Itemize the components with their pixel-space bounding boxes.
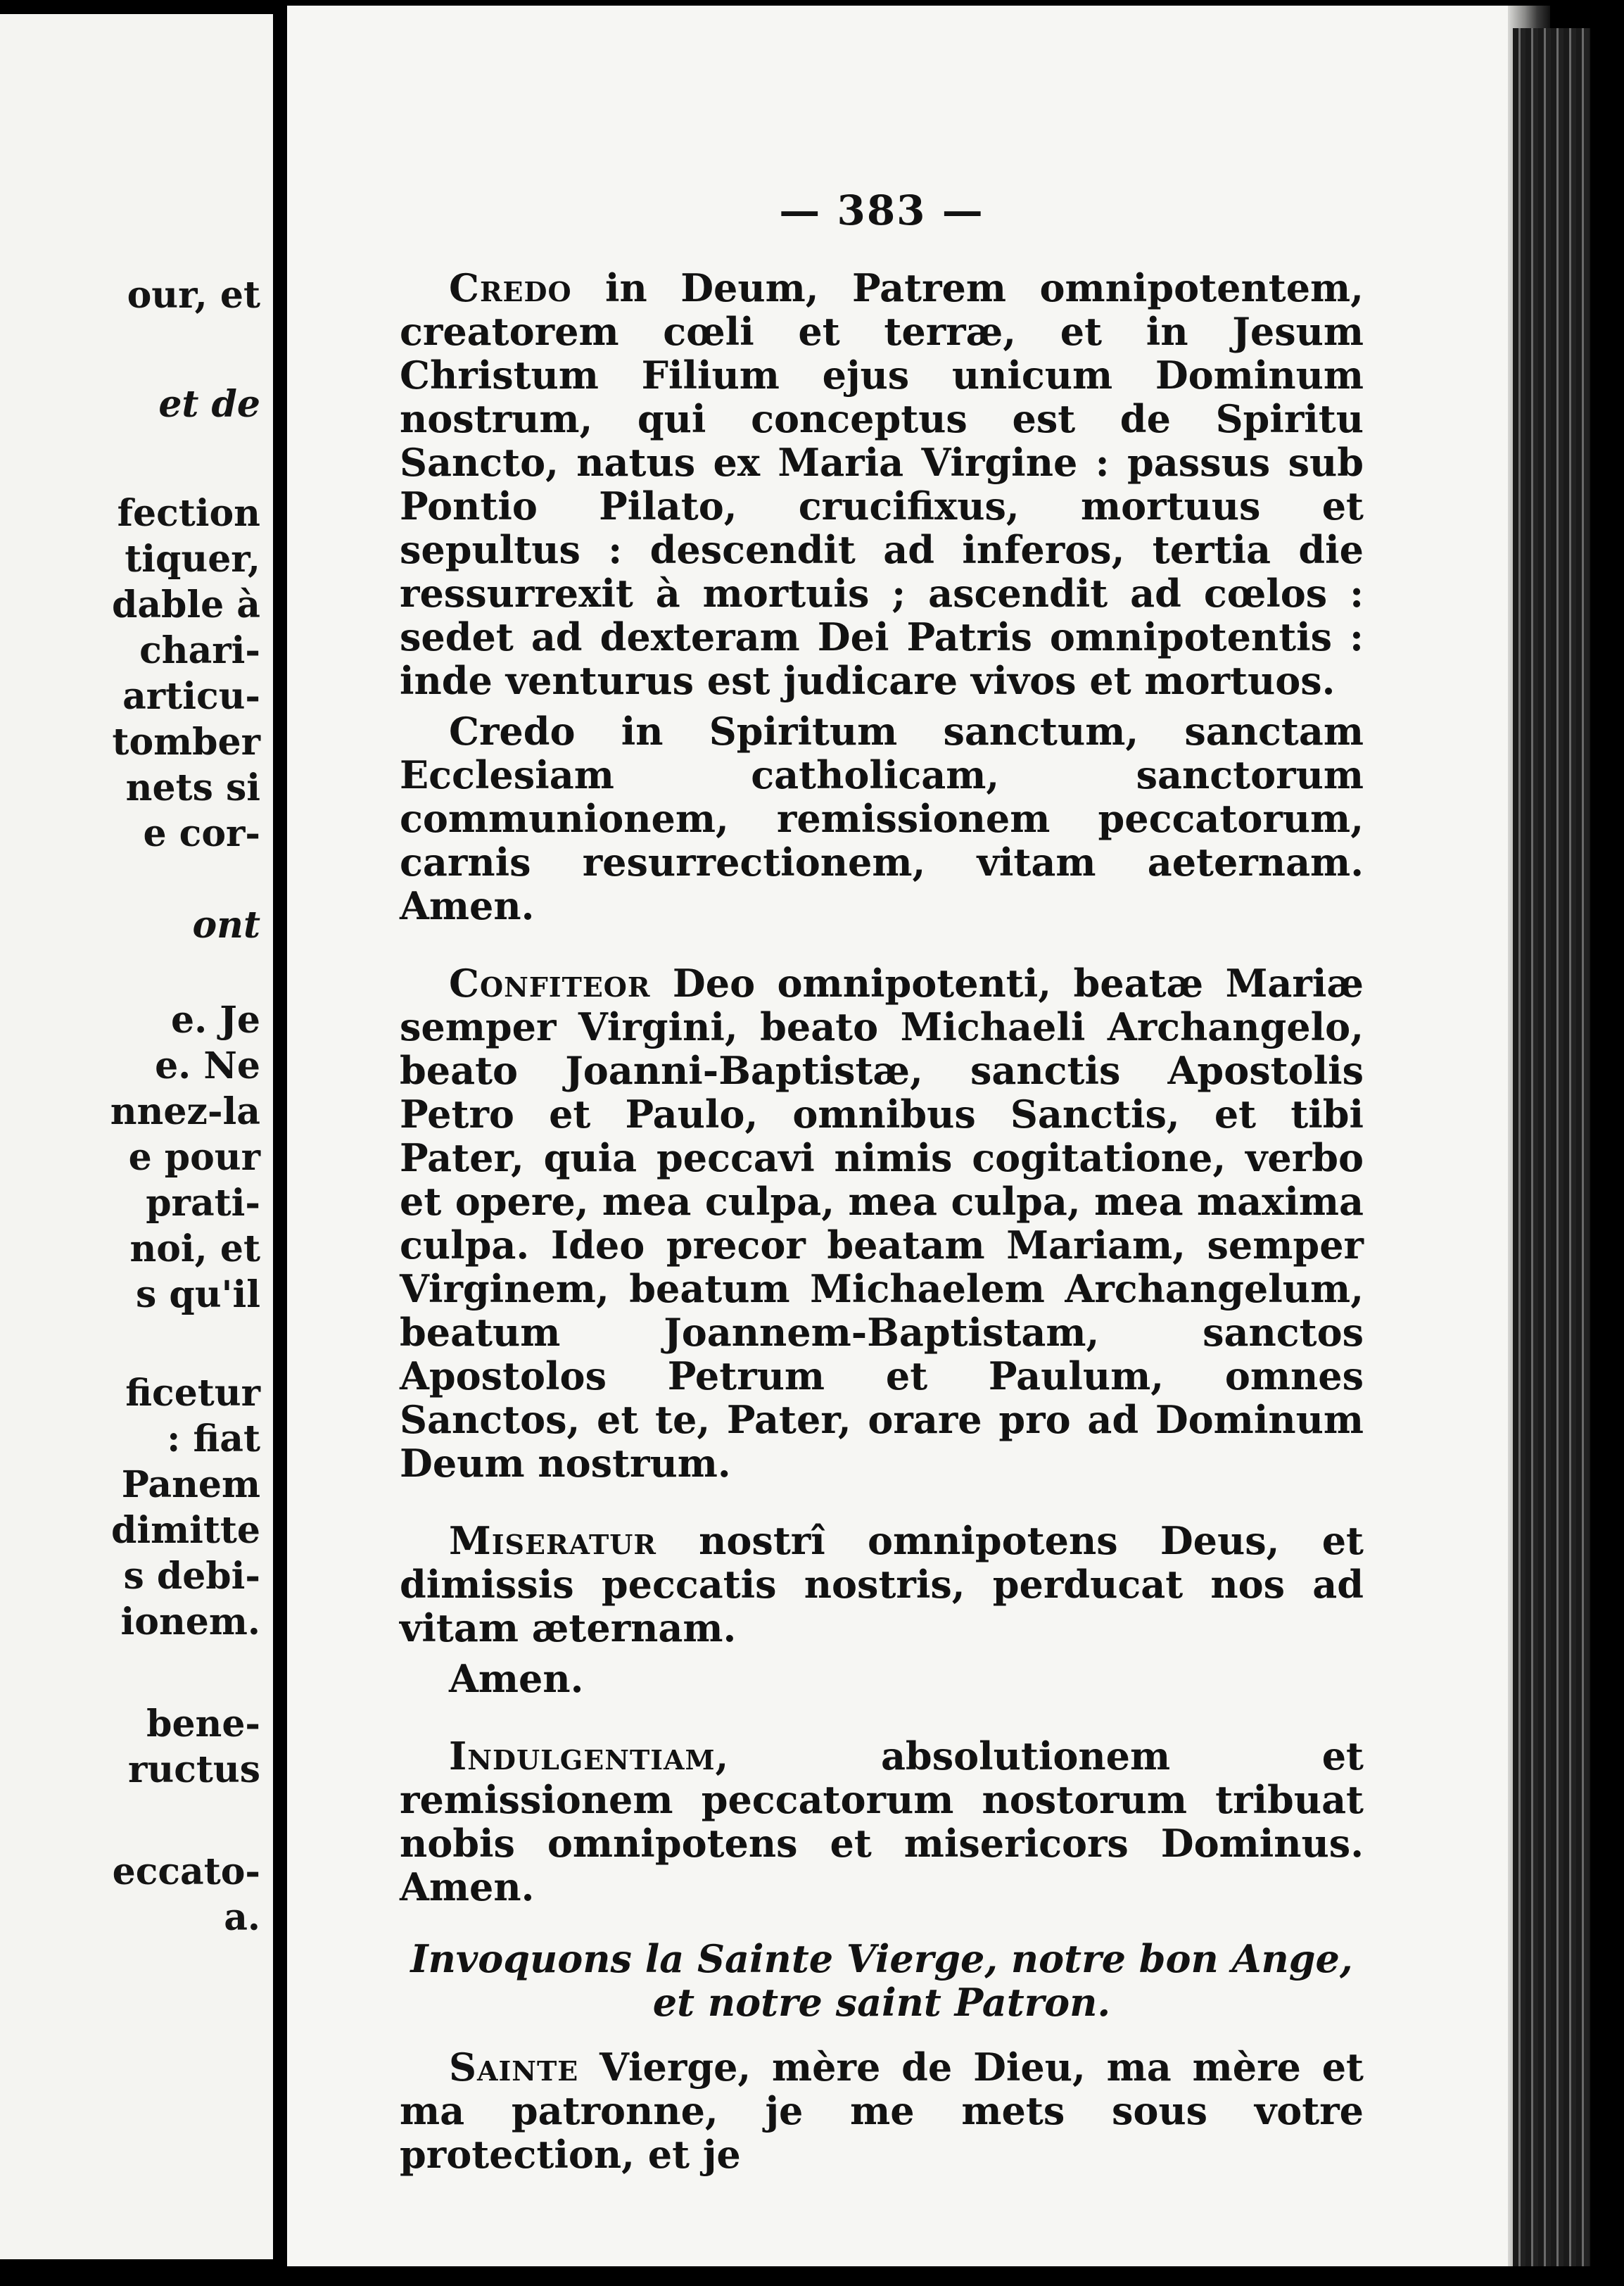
invocation-heading: Invoquons la Sainte Vierge, notre bon Ange, et notre saint Patron. xyxy=(410,1936,1353,2025)
left-page-line: : fiat xyxy=(167,1417,260,1460)
left-page-line: tomber xyxy=(112,721,260,764)
left-page-line: articu- xyxy=(122,675,260,718)
confiteor-lead: Confiteor xyxy=(449,961,651,1006)
left-page-line: e pour xyxy=(128,1136,260,1179)
left-page-line: ructus xyxy=(128,1748,260,1791)
indulgentiam-body: absolutionem et remissionem peccatorum nostorum tribuat nobis omnipotens et misericors Dominus. Amen. xyxy=(400,1734,1364,1909)
left-page-line: Panem xyxy=(121,1463,260,1506)
left-page-line: e. Ne xyxy=(155,1044,260,1087)
left-page-line: chari- xyxy=(139,629,260,672)
confiteor-paragraph xyxy=(400,961,1364,1485)
left-page-line: our, et xyxy=(127,274,260,317)
left-page-line: et de xyxy=(158,383,260,426)
left-page-line: e cor- xyxy=(143,812,260,855)
page-text-block xyxy=(400,189,1364,2176)
credo-lead: Credo xyxy=(449,265,572,310)
indulgentiam-lead: Indulgentiam, xyxy=(449,1734,730,1779)
left-page-line: ficetur xyxy=(125,1372,260,1415)
left-page-line: nets si xyxy=(125,766,260,809)
left-page-line: ont xyxy=(192,904,260,947)
credo-paragraph xyxy=(400,266,1364,702)
book-page-edges xyxy=(1513,28,1590,2266)
misereatur-body: nostrî omnipotens Deus, et dimissis peccatis nostris, perducat nos ad vitam æternam. xyxy=(400,1518,1364,1650)
sainte-body: Vierge, mère de Dieu, ma mère et ma patronne, je me mets sous votre protection, et je xyxy=(400,2045,1364,2177)
left-page-line: e. Je xyxy=(171,999,260,1042)
left-page-line: prati- xyxy=(146,1182,260,1225)
indulgentiam-paragraph xyxy=(400,1734,1364,1909)
misereatur-amen: Amen. xyxy=(449,1656,584,1701)
left-page-line: s debi- xyxy=(123,1555,260,1598)
misereatur-lead: Miseratur xyxy=(449,1518,656,1563)
sainte-lead: Sainte xyxy=(449,2045,579,2090)
credo-body: in Deum, Patrem omnipotentem, creatorem cœli et terræ, et in Jesum Christum Filium ejus unicum Dominum nostrum, qui conceptus est de Spiritu Sancto, natus ex Maria Virgine : passus sub Pontio Pilato, crucifixus, mortuus et sepultus : descendit ad inferos, tertia die ressurrexit à mortuis ; ascendit ad cœlos : sedet ad dexteram Dei Patris omnipotentis : inde venturus est judicare vivos et mortuos. xyxy=(400,265,1364,703)
sainte-vierge-paragraph xyxy=(400,2045,1364,2176)
left-page-line: fection xyxy=(117,492,260,535)
left-facing-page xyxy=(0,14,273,2259)
left-page-line: nnez-la xyxy=(110,1090,260,1133)
left-page-line: s qu'il xyxy=(136,1273,260,1316)
confiteor-body: Deo omnipotenti, beatæ Mariæ semper Virgini, beato Michaeli Archangelo, beato Joanni-Baptistæ, sanctis Apostolis Petro et Paulo, omnibus Sanctis, et tibi Pater, quia peccavi nimis cogitatione, verbo et opere, mea culpa, mea culpa, mea maxima culpa. Ideo precor beatam Mariam, semper Virginem, beatum Michaelem Archangelum, beatum Joannem-Baptistam, sanctos Apostolos Petrum et Paulum, omnes Sanctos, et te, Pater, orare pro ad Dominum Deum nostrum. xyxy=(400,961,1364,1486)
left-page-line: a. xyxy=(224,1896,260,1939)
left-page-line: tiquer, xyxy=(125,538,260,581)
credo-second-paragraph: Credo in Spiritum sanctum, sanctam Ecclesiam catholicam, sanctorum communionem, remissionem peccatorum, carnis resurrectionem, vitam aeternam. Amen. xyxy=(400,709,1364,928)
misereatur-paragraph xyxy=(400,1519,1364,1650)
left-page-line: bene- xyxy=(146,1703,260,1745)
left-page-line: dable à xyxy=(111,583,260,626)
left-page-line: dimitte xyxy=(110,1509,260,1552)
left-page-line: ionem. xyxy=(120,1600,260,1643)
page-number: — 383 — xyxy=(779,187,984,234)
left-page-line: noi, et xyxy=(129,1227,260,1270)
left-page-line: eccato- xyxy=(112,1850,260,1893)
main-page xyxy=(287,6,1550,2266)
